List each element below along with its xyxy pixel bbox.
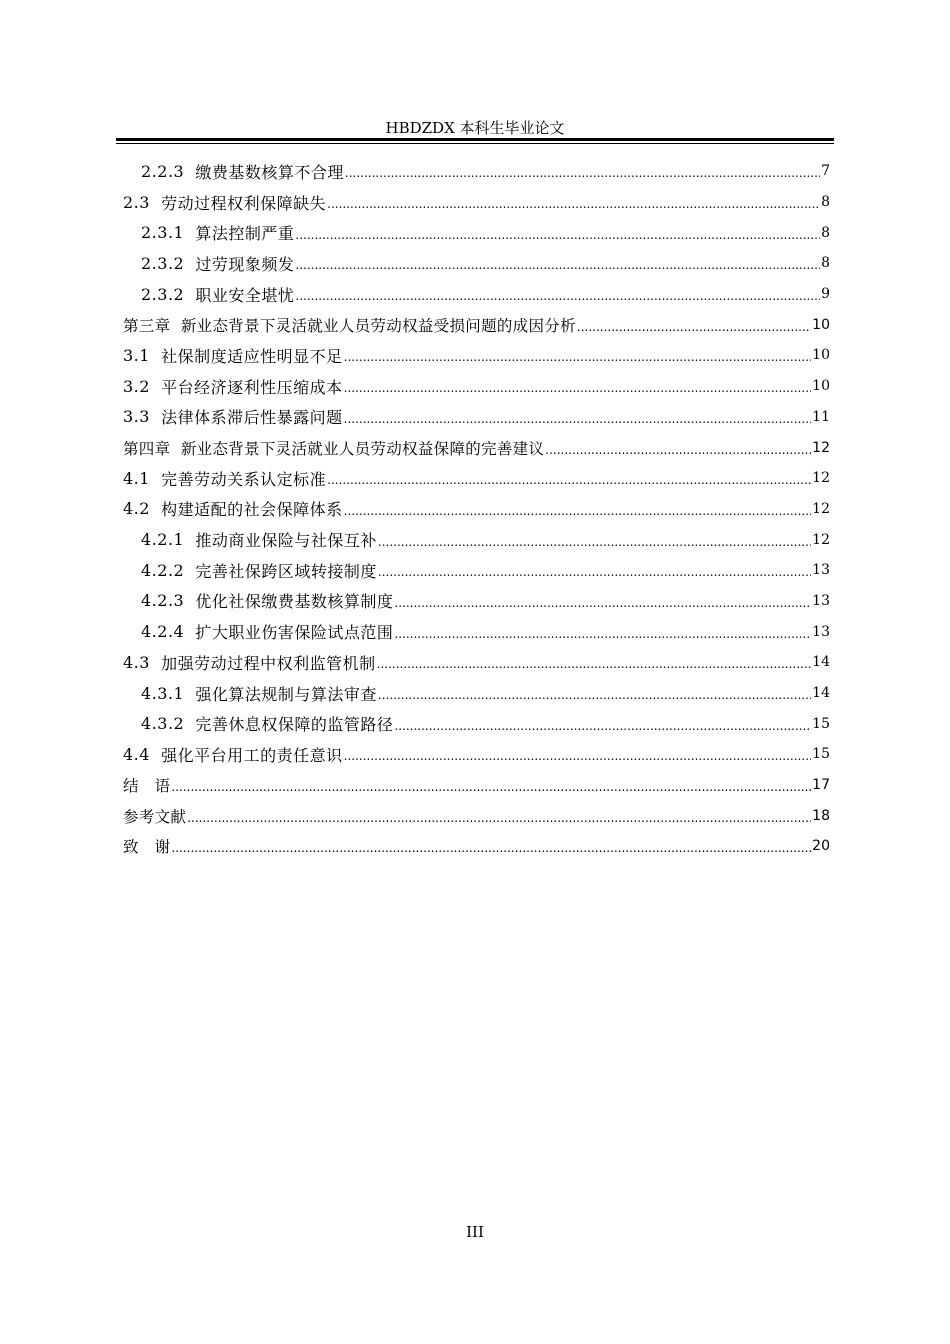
toc-references-entry[interactable] xyxy=(123,800,830,831)
toc-entry-number: 3.3 xyxy=(123,407,150,427)
toc-entry-title: 完善劳动关系认定标准 xyxy=(161,469,327,489)
toc-entry[interactable] xyxy=(123,156,830,187)
toc-entry[interactable] xyxy=(123,708,830,739)
toc-entry[interactable] xyxy=(123,524,830,555)
toc-entry-title: 扩大职业伤害保险试点范围 xyxy=(195,623,394,643)
toc-conclusion-entry[interactable] xyxy=(123,770,830,801)
toc-entry-number: 2.2.3 xyxy=(141,161,185,181)
toc-entry-number: 4.3.2 xyxy=(141,714,185,734)
toc-entry-page: 12 xyxy=(812,531,830,548)
toc-entry-page: 15 xyxy=(812,746,830,763)
dot-leader xyxy=(394,627,811,641)
toc-entry-title: 结 语 xyxy=(123,777,171,796)
dot-leader xyxy=(345,166,820,180)
toc-entry-page: 10 xyxy=(812,316,830,333)
dot-leader xyxy=(327,473,811,487)
running-header: HBDZDX 本科生毕业论文 xyxy=(385,119,565,137)
toc-entry-page: 9 xyxy=(821,286,830,303)
toc-entry-number: 2.3 xyxy=(123,192,150,212)
toc-entry[interactable] xyxy=(123,678,830,709)
toc-acknowledgements-entry[interactable] xyxy=(123,831,830,862)
dot-leader xyxy=(394,719,811,733)
dot-leader xyxy=(394,596,811,610)
toc-entry-page: 11 xyxy=(812,408,830,425)
toc-entry-number: 4.1 xyxy=(123,468,150,488)
toc-entry-title: 过劳现象频发 xyxy=(195,254,295,274)
toc-entry-title: 完善休息权保障的监管路径 xyxy=(195,715,394,735)
dot-leader xyxy=(378,535,811,549)
toc-entry-title: 致 谢 xyxy=(123,838,171,857)
toc-entry-page: 15 xyxy=(812,715,830,732)
toc-entry-title: 新业态背景下灵活就业人员劳动权益受损问题的成因分析 xyxy=(180,316,576,335)
toc-entry[interactable] xyxy=(123,402,830,433)
toc-entry-title: 完善社保跨区域转接制度 xyxy=(195,561,377,581)
toc-entry[interactable] xyxy=(123,217,830,248)
toc-entry-page: 7 xyxy=(821,163,830,180)
dot-leader xyxy=(295,289,820,303)
dot-leader xyxy=(344,749,812,763)
toc-entry-page: 8 xyxy=(821,224,830,241)
toc-entry-page: 12 xyxy=(812,500,830,517)
toc-entry[interactable] xyxy=(123,371,830,402)
page-number: III xyxy=(466,1223,484,1241)
dot-leader xyxy=(295,258,820,272)
table-of-contents xyxy=(123,156,830,862)
toc-entry-number: 3.1 xyxy=(123,345,150,365)
toc-entry-title: 构建适配的社会保障体系 xyxy=(161,500,343,520)
dot-leader xyxy=(344,412,812,426)
toc-entry-title: 参考文献 xyxy=(123,807,187,826)
dot-leader xyxy=(344,350,812,364)
toc-entry-number: 2.3.2 xyxy=(141,253,185,273)
dot-leader xyxy=(171,780,811,794)
toc-entry-title: 算法控制严重 xyxy=(195,224,295,244)
toc-entry-page: 10 xyxy=(812,378,830,395)
toc-entry[interactable] xyxy=(123,586,830,617)
toc-entry-number: 2.3.1 xyxy=(141,223,185,243)
toc-entry-number: 3.2 xyxy=(123,376,150,396)
dot-leader xyxy=(377,657,812,671)
toc-entry-title: 劳动过程权利保障缺失 xyxy=(161,193,327,213)
dot-leader xyxy=(327,197,820,211)
toc-entry-number: 第四章 xyxy=(123,439,171,458)
toc-entry[interactable] xyxy=(123,340,830,371)
dot-leader xyxy=(344,504,812,518)
toc-entry-page: 13 xyxy=(812,592,830,609)
toc-entry-number: 4.3 xyxy=(123,652,150,672)
toc-entry-page: 12 xyxy=(812,439,830,456)
toc-entry-number: 4.4 xyxy=(123,744,150,764)
toc-entry-title: 社保制度适应性明显不足 xyxy=(161,346,343,366)
header-rule-thin xyxy=(116,143,834,144)
toc-entry-page: 17 xyxy=(812,777,830,794)
toc-entry-title: 职业安全堪忧 xyxy=(195,285,295,305)
toc-entry-page: 13 xyxy=(812,562,830,579)
toc-entry-page: 10 xyxy=(812,347,830,364)
dot-leader xyxy=(378,565,811,579)
toc-entry[interactable] xyxy=(123,555,830,586)
toc-entry-number: 4.2.3 xyxy=(141,591,185,611)
toc-entry-page: 18 xyxy=(812,807,830,824)
toc-entry-page: 14 xyxy=(812,685,830,702)
toc-entry-title: 推动商业保险与社保互补 xyxy=(195,531,377,551)
toc-entry[interactable] xyxy=(123,463,830,494)
dot-leader xyxy=(187,811,811,825)
dot-leader xyxy=(344,381,812,395)
toc-entry-page: 14 xyxy=(812,654,830,671)
toc-entry[interactable] xyxy=(123,187,830,218)
toc-entry[interactable] xyxy=(123,739,830,770)
toc-entry-number: 4.2.2 xyxy=(141,560,185,580)
toc-entry-title: 强化算法规制与算法审查 xyxy=(195,684,377,704)
toc-entry-title: 加强劳动过程中权利监管机制 xyxy=(161,653,376,673)
toc-chapter-entry[interactable] xyxy=(123,309,830,340)
dot-leader xyxy=(378,688,811,702)
toc-entry-number: 4.3.1 xyxy=(141,683,185,703)
toc-entry-title: 新业态背景下灵活就业人员劳动权益保障的完善建议 xyxy=(180,439,545,458)
toc-entry-title: 缴费基数核算不合理 xyxy=(195,162,344,182)
toc-entry-page: 13 xyxy=(812,623,830,640)
dot-leader xyxy=(577,320,811,334)
toc-entry-page: 8 xyxy=(821,255,830,272)
toc-entry-number: 第三章 xyxy=(123,316,171,335)
toc-entry-title: 优化社保缴费基数核算制度 xyxy=(195,592,394,612)
dot-leader xyxy=(295,228,820,242)
toc-entry[interactable] xyxy=(123,248,830,279)
toc-entry-number: 4.2.4 xyxy=(141,622,185,642)
toc-entry[interactable] xyxy=(123,494,830,525)
toc-entry-number: 4.2 xyxy=(123,499,150,519)
toc-entry-page: 20 xyxy=(812,838,830,855)
toc-entry-title: 法律体系滞后性暴露问题 xyxy=(161,408,343,428)
toc-entry[interactable] xyxy=(123,616,830,647)
toc-chapter-entry[interactable] xyxy=(123,432,830,463)
toc-entry-number: 4.2.1 xyxy=(141,530,185,550)
toc-entry[interactable] xyxy=(123,647,830,678)
toc-entry[interactable] xyxy=(123,279,830,310)
toc-entry-page: 12 xyxy=(812,470,830,487)
toc-entry-page: 8 xyxy=(821,194,830,211)
toc-entry-title: 强化平台用工的责任意识 xyxy=(161,745,343,765)
header-rule-thick xyxy=(116,138,834,141)
toc-entry-number: 2.3.2 xyxy=(141,284,185,304)
toc-entry-title: 平台经济逐利性压缩成本 xyxy=(161,377,343,397)
dot-leader xyxy=(545,443,811,457)
dot-leader xyxy=(171,841,811,855)
